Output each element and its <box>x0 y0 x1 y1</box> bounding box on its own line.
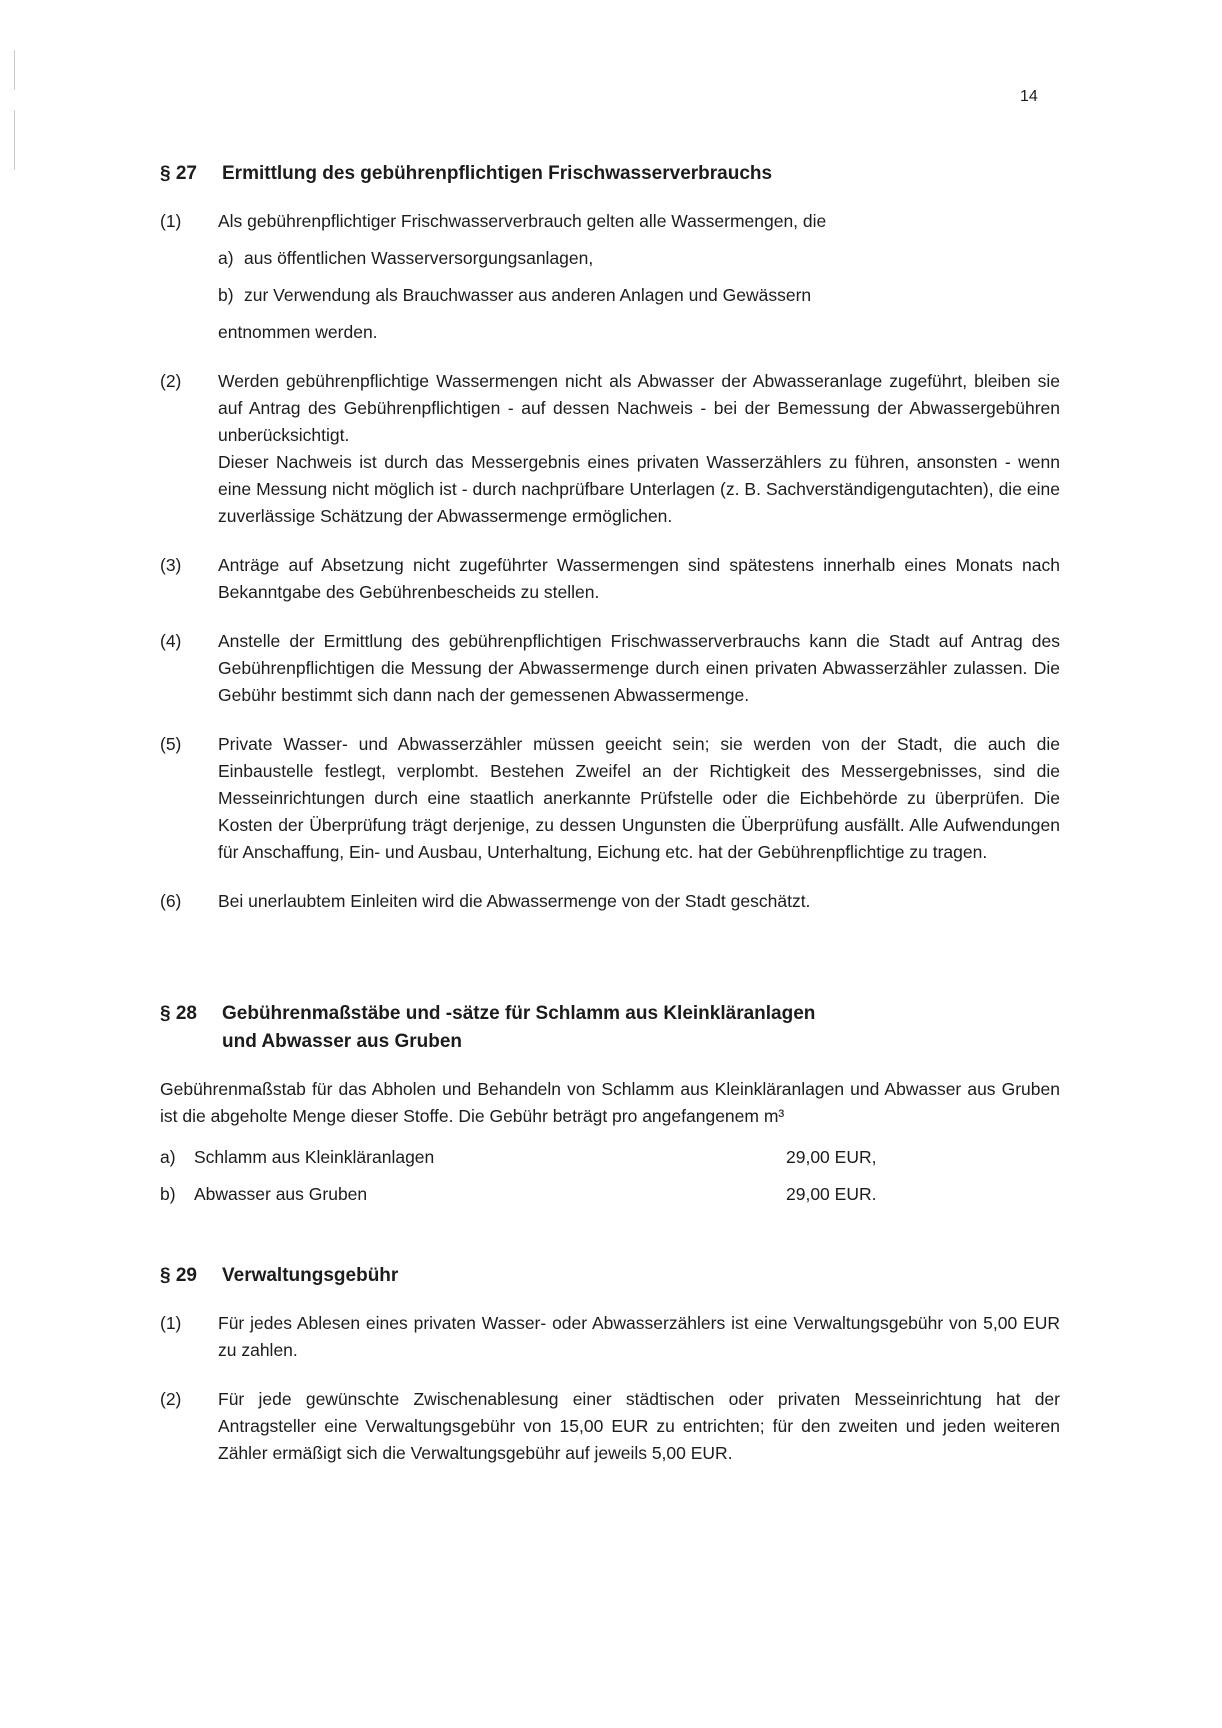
section-number: § 28 <box>160 1003 197 1024</box>
section-intro: Gebührenmaßstab für das Abholen und Behandeln von Schlamm aus Kleinkläranlagen und Abwasser aus Gruben ist die abgeholte Menge dieser Stoffe. Die Gebühr beträgt pro angefangenem m³ <box>160 1079 1060 1126</box>
paragraph-outro: entnommen werden. <box>218 322 378 342</box>
fee-amount: 29,00 EUR, <box>786 1147 877 1167</box>
fee-letter: a) <box>160 1147 176 1167</box>
section-number: § 27 <box>160 163 197 184</box>
list-item <box>218 282 1060 309</box>
paragraph-number: (1) <box>160 211 182 231</box>
section-number: § 29 <box>160 1265 197 1286</box>
section-heading <box>160 1000 1060 1056</box>
section-title-line: und Abwasser aus Gruben <box>222 1031 463 1052</box>
paragraph-text: Anträge auf Absetzung nicht zugeführter Wassermengen sind spätestens innerhalb eines Monats nach Bekanntgabe des Gebührenbescheids zu stellen. <box>218 555 1060 602</box>
paragraph-text: Anstelle der Ermittlung des gebührenpflichtigen Frischwasserverbrauchs kann die Stadt auf Antrag des Gebührenpflichtigen die Messung der Abwassermenge durch einen privaten Abwasserzähler zulassen. Die Gebühr bestimmt sich dann nach der gemessenen Abwassermenge. <box>218 631 1060 705</box>
paragraph-2 <box>160 1386 1060 1467</box>
paragraph-text: Werden gebührenpflichtige Wassermengen nicht als Abwasser der Abwasseranlage zugeführt, bleiben sie auf Antrag des Gebührenpflichtigen - auf dessen Nachweis - bei der Bemessung der Abwassergebühren unberücksichtigt. <box>218 371 1060 445</box>
paragraph-number: (4) <box>160 631 182 651</box>
paragraph-number: (5) <box>160 734 182 754</box>
scan-artifact <box>14 110 15 170</box>
paragraph-4 <box>160 628 1060 709</box>
paragraph-number: (3) <box>160 555 182 575</box>
fee-label: Schlamm aus Kleinkläranlagen <box>194 1147 435 1167</box>
paragraph-intro: Als gebührenpflichtiger Frischwasserverbrauch gelten alle Wassermengen, die <box>218 211 827 231</box>
section-27 <box>160 160 1060 915</box>
section-heading <box>160 1262 1060 1290</box>
paragraph-text: Dieser Nachweis ist durch das Messergebnis eines privaten Wasserzählers zu führen, ansonsten - wenn eine Messung nicht möglich ist - durch nachprüfbare Unterlagen (z. B. Sachverständigengutachten), die eine zuverlässige Schätzung der Abwassermenge ermöglichen. <box>218 452 1060 526</box>
fee-row <box>160 1181 1060 1208</box>
paragraph-number: (1) <box>160 1313 182 1333</box>
paragraph-3 <box>160 552 1060 606</box>
section-29 <box>160 1262 1060 1467</box>
page-number: 14 <box>1020 88 1038 105</box>
paragraph-text: Bei unerlaubtem Einleiten wird die Abwassermenge von der Stadt geschätzt. <box>218 891 811 911</box>
section-title <box>222 1000 1060 1056</box>
list-item <box>218 245 1060 272</box>
fee-letter: b) <box>160 1184 176 1204</box>
paragraph-number: (6) <box>160 891 182 911</box>
paragraph-text: Für jedes Ablesen eines privaten Wasser- oder Abwasserzählers ist eine Verwaltungsgebühr von 5,00 EUR zu zahlen. <box>218 1313 1060 1360</box>
paragraph-text: Private Wasser- und Abwasserzähler müssen geeicht sein; sie werden von der Stadt, die auch die Einbaustelle festlegt, verplombt. Bestehen Zweifel an der Richtigkeit des Messergebnisses, sind die Messeinrichtungen durch eine staatlich anerkannte Prüfstelle oder die Eichbehörde zu überprüfen. Die Kosten der Überprüfung trägt derjenige, zu dessen Ungunsten die Überprüfung ausfällt. Alle Aufwendungen für Anschaffung, Ein- und Ausbau, Unterhaltung, Eichung etc. hat der Gebührenpflichtige zu tragen. <box>218 734 1060 862</box>
item-text: zur Verwendung als Brauchwasser aus anderen Anlagen und Gewässern <box>244 285 812 305</box>
paragraph-number: (2) <box>160 1389 182 1409</box>
paragraph-6 <box>160 888 1060 915</box>
section-28 <box>160 1000 1060 1208</box>
fee-label: Abwasser aus Gruben <box>194 1184 368 1204</box>
paragraph-2 <box>160 368 1060 530</box>
section-title: Ermittlung des gebührenpflichtigen Frischwasserverbrauchs <box>222 163 773 184</box>
item-letter: b) <box>218 285 234 305</box>
section-heading <box>160 160 1060 188</box>
fee-row <box>160 1144 1060 1171</box>
paragraph-1 <box>160 208 1060 346</box>
fee-amount: 29,00 EUR. <box>786 1184 877 1204</box>
paragraph-1 <box>160 1310 1060 1364</box>
scan-artifact <box>14 50 15 90</box>
section-title: Verwaltungsgebühr <box>222 1265 399 1286</box>
paragraph-number: (2) <box>160 371 182 391</box>
item-letter: a) <box>218 248 234 268</box>
item-text: aus öffentlichen Wasserversorgungsanlagen, <box>244 248 594 268</box>
paragraph-text: Für jede gewünschte Zwischenablesung einer städtischen oder privaten Messeinrichtung hat der Antragsteller eine Verwaltungsgebühr von 15,00 EUR zu entrichten; für den zweiten und jeden weiteren Zähler ermäßigt sich die Verwaltungsgebühr auf jeweils 5,00 EUR. <box>218 1389 1060 1463</box>
section-title-line: Gebührenmaßstäbe und -sätze für Schlamm aus Kleinkläranlagen <box>222 1003 816 1024</box>
paragraph-5 <box>160 731 1060 866</box>
